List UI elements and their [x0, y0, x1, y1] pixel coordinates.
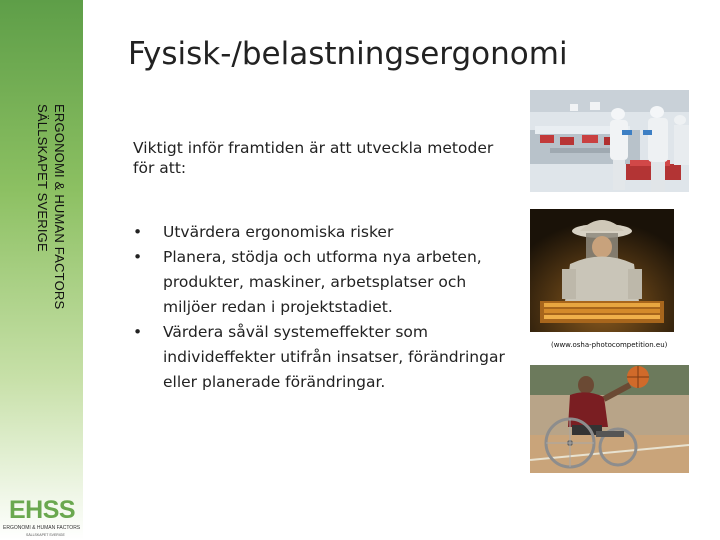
sidebar-vertical-text	[22, 104, 68, 364]
food-processing-workers-photo	[530, 90, 689, 192]
page-title: Fysisk-/belastningsergonomi	[128, 36, 568, 72]
wheelchair-basketball-photo	[530, 365, 689, 473]
sidebar-line-2: SÄLLSKAPET SVERIGE	[35, 104, 50, 252]
beekeeper-photo	[530, 209, 674, 332]
bullet-list	[133, 220, 523, 395]
photo-credit: (www.osha-photocompetition.eu)	[551, 341, 668, 349]
bullet-dot-icon: •	[133, 323, 143, 341]
intro-text: Viktigt inför framtiden är att utveckla metoder för att:	[133, 139, 494, 177]
list-item	[133, 320, 523, 395]
sidebar-line-1: ERGONOMI & HUMAN FACTORS	[52, 104, 67, 310]
logo-subtitle: ERGONOMI & HUMAN FACTORS	[3, 525, 81, 531]
bullet-text: Planera, stödja och utforma nya arbeten, produkter, maskiner, arbetsplatser och miljöer redan i projektstadiet.	[163, 248, 482, 316]
list-item	[133, 220, 523, 245]
bullet-dot-icon: •	[133, 223, 143, 241]
logo-name: EHSS	[9, 496, 76, 524]
logo-small-text: SÄLLSKAPET SVERIGE	[26, 533, 65, 537]
bullet-text: Utvärdera ergonomiska risker	[163, 223, 394, 241]
bullet-dot-icon: •	[133, 248, 143, 266]
bullet-text: Värdera såväl systemeffekter som individeffekter utifrån insatser, förändringar eller planerade förändringar.	[163, 323, 505, 391]
list-item	[133, 245, 523, 320]
